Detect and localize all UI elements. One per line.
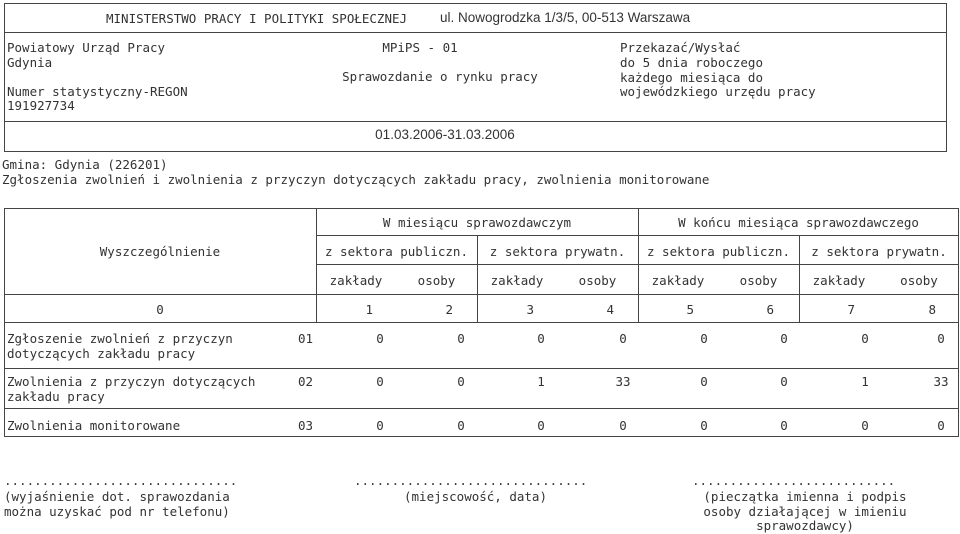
office-name: Powiatowy Urząd Pracy bbox=[7, 40, 166, 55]
stamp-note-line3: sprawozdawcy) bbox=[756, 518, 854, 533]
gmina-label: Gmina: Gdynia (226201) bbox=[2, 157, 168, 172]
cell-value: 0 bbox=[700, 374, 708, 389]
cell-value: 0 bbox=[937, 331, 945, 346]
unit-header: zakłady bbox=[329, 273, 383, 288]
column-number: 1 bbox=[365, 302, 373, 317]
group-header-end-month: W końcu miesiąca sprawozdawczego bbox=[678, 215, 919, 230]
phone-note-line1: (wyjaśnienie dot. sprawozdania bbox=[4, 489, 230, 504]
table-line bbox=[4, 322, 959, 323]
cell-value: 0 bbox=[700, 418, 708, 433]
regon-value: 191927734 bbox=[7, 98, 75, 113]
cell-value: 0 bbox=[537, 331, 545, 346]
unit-header: zakłady bbox=[812, 273, 866, 288]
row-label: Zwolnienia monitorowane bbox=[7, 418, 181, 433]
unit-header: zakłady bbox=[651, 273, 705, 288]
form-code: MPiPS - 01 bbox=[382, 40, 458, 55]
column-number: 4 bbox=[606, 302, 614, 317]
cell-value: 1 bbox=[537, 374, 545, 389]
cell-value: 1 bbox=[861, 374, 869, 389]
signature-line-stamp: ........................... bbox=[692, 473, 896, 488]
cell-value: 0 bbox=[937, 418, 945, 433]
row-label: zakładu pracy bbox=[7, 389, 105, 404]
cell-value: 33 bbox=[933, 374, 949, 389]
regon-label: Numer statystyczny-REGON bbox=[7, 84, 188, 99]
signature-line-place-date: ............................... bbox=[354, 473, 588, 488]
column-number: 6 bbox=[766, 302, 774, 317]
column-number: 3 bbox=[526, 302, 534, 317]
column-number: 0 bbox=[156, 302, 164, 317]
cell-value: 0 bbox=[619, 331, 627, 346]
section-title: Zgłoszenia zwolnień i zwolnienia z przyczyn dotyczących zakładu pracy, zwolnienia monitorowane bbox=[2, 172, 710, 187]
cell-value: 0 bbox=[537, 418, 545, 433]
send-instruction-line4: wojewódzkiego urzędu pracy bbox=[620, 84, 816, 99]
signature-line-phone: ............................... bbox=[4, 473, 238, 488]
cell-value: 0 bbox=[376, 331, 384, 346]
cell-value: 0 bbox=[780, 331, 788, 346]
unit-header: osoby bbox=[578, 273, 617, 288]
send-instruction-line1: Przekazać/Wysłać bbox=[620, 40, 741, 55]
cell-value: 0 bbox=[376, 418, 384, 433]
place-date-note: (miejscowość, data) bbox=[404, 489, 547, 504]
sector-header: z sektora prywatn. bbox=[811, 244, 947, 259]
cell-value: 0 bbox=[457, 374, 465, 389]
row-code: 02 bbox=[298, 374, 314, 389]
cell-value: 0 bbox=[700, 331, 708, 346]
cell-value: 0 bbox=[619, 418, 627, 433]
phone-note-line2: można uzyskać pod nr telefonu) bbox=[4, 504, 230, 519]
cell-value: 0 bbox=[780, 374, 788, 389]
row-label: dotyczących zakładu pracy bbox=[7, 346, 196, 361]
cell-value: 0 bbox=[457, 331, 465, 346]
spec-column-header: Wyszczególnienie bbox=[99, 244, 221, 259]
unit-header: osoby bbox=[739, 273, 778, 288]
cell-value: 0 bbox=[376, 374, 384, 389]
column-number: 5 bbox=[686, 302, 694, 317]
office-city: Gdynia bbox=[7, 55, 53, 70]
ministry-name: MINISTERSTWO PRACY I POLITYKI SPOŁECZNEJ bbox=[106, 11, 408, 26]
cell-value: 33 bbox=[615, 374, 631, 389]
send-instruction-line3: każdego miesiąca do bbox=[620, 70, 763, 85]
column-number: 2 bbox=[445, 302, 453, 317]
unit-header: osoby bbox=[417, 273, 456, 288]
sector-header: z sektora prywatn. bbox=[489, 244, 626, 259]
row-label: Zwolnienia z przyczyn dotyczących bbox=[7, 374, 256, 389]
header-divider-top bbox=[4, 32, 947, 33]
group-header-month: W miesiącu sprawozdawczym bbox=[382, 215, 572, 230]
sector-header: z sektora publiczn. bbox=[325, 244, 468, 259]
sector-header: z sektora publiczn. bbox=[647, 244, 790, 259]
unit-header: zakłady bbox=[490, 273, 544, 288]
row-code: 01 bbox=[298, 331, 314, 346]
column-number: 8 bbox=[928, 302, 936, 317]
column-number: 7 bbox=[847, 302, 855, 317]
stamp-note-line1: (pieczątka imienna i podpis bbox=[703, 489, 907, 504]
cell-value: 0 bbox=[780, 418, 788, 433]
row-code: 03 bbox=[298, 418, 314, 433]
form-title: Sprawozdanie o rynku pracy bbox=[342, 69, 538, 84]
table-line bbox=[4, 368, 959, 369]
row-label: Zgłoszenie zwolnień z przyczyn bbox=[7, 331, 233, 346]
table-line bbox=[4, 294, 959, 295]
stamp-note-line2: osoby działającej w imieniu bbox=[703, 504, 907, 519]
unit-header: osoby bbox=[900, 273, 938, 288]
ministry-address: ul. Nowogrodzka 1/3/5, 00-513 Warszawa bbox=[440, 10, 691, 25]
cell-value: 0 bbox=[457, 418, 465, 433]
reporting-period: 01.03.2006-31.03.2006 bbox=[375, 127, 515, 142]
send-instruction-line2: do 5 dnia roboczego bbox=[620, 55, 763, 70]
table-line bbox=[4, 408, 959, 409]
cell-value: 0 bbox=[861, 331, 869, 346]
header-divider-middle bbox=[4, 121, 947, 122]
cell-value: 0 bbox=[861, 418, 869, 433]
